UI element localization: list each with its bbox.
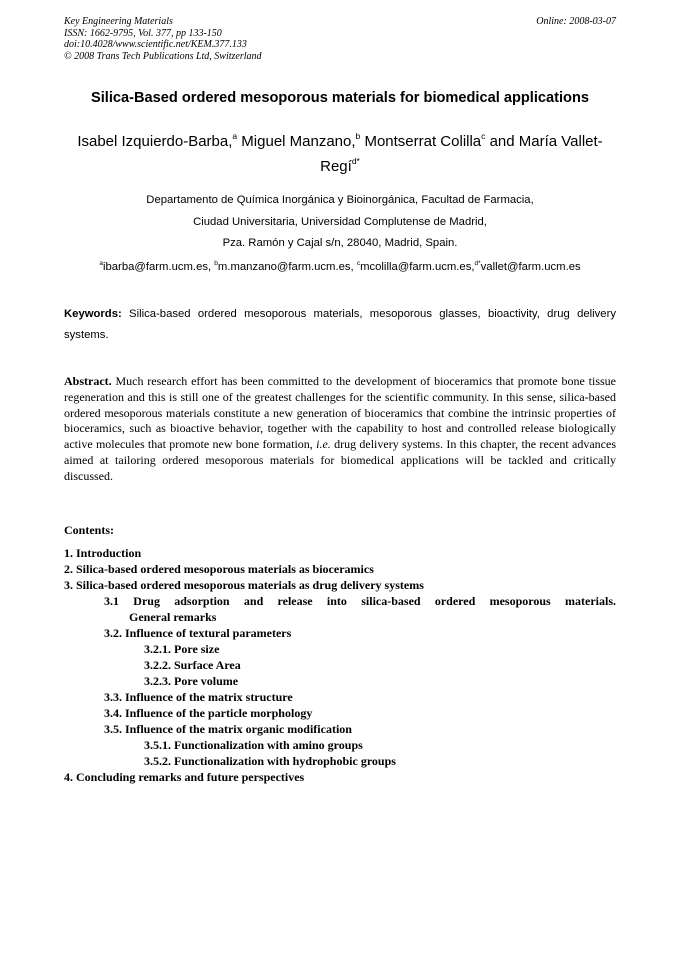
author-marker: b <box>355 131 361 141</box>
author-marker: c <box>481 131 486 141</box>
abstract-ie: i.e. <box>316 437 331 452</box>
toc-item: 3. Silica-based ordered mesoporous materials as drug delivery systems <box>64 578 424 592</box>
abstract-paragraph <box>64 374 616 485</box>
email-marker: b <box>214 260 218 267</box>
toc-item: 3.5.2. Functionalization with hydrophobic groups <box>144 754 396 768</box>
toc-item: 3.5.1. Functionalization with amino groups <box>144 738 363 752</box>
keywords-text: Silica-based ordered mesoporous materials, mesoporous glasses, bioactivity, drug delivery systems. <box>64 308 616 341</box>
email-marker: c <box>356 260 361 267</box>
keywords-paragraph <box>64 304 616 346</box>
affiliation-line: Pza. Ramón y Cajal s/n, 28040, Madrid, Spain. <box>222 237 458 249</box>
email-address: mcolilla@farm.ucm.es, <box>360 261 475 273</box>
toc-item: 1. Introduction <box>64 546 142 560</box>
toc-item: 3.1 Drug adsorption and release into silica-based ordered mesoporous materials. <box>104 594 616 608</box>
email-list <box>64 261 616 273</box>
affiliation <box>64 190 616 255</box>
author-name: Miguel Manzano, <box>237 133 356 150</box>
journal-copyright: © 2008 Trans Tech Publications Ltd, Switzerland <box>64 50 262 62</box>
affiliation-line: Ciudad Universitaria, Universidad Complutense de Madrid, <box>193 215 487 228</box>
toc-item-continuation: General remarks <box>129 610 217 624</box>
affiliation-line: Departamento de Química Inorgánica y Bioinorgánica, Facultad de Farmacia, <box>146 194 534 206</box>
author-name: Montserrat Colilla <box>360 133 482 150</box>
author-name: Isabel Izquierdo-Barba, <box>77 133 233 150</box>
toc-item: 3.2.2. Surface Area <box>144 658 241 672</box>
toc-item: 3.2. Influence of textural parameters <box>104 626 292 640</box>
author-name: and María Vallet-Regí <box>320 133 603 175</box>
author-list <box>64 129 616 179</box>
toc-item: 4. Concluding remarks and future perspectives <box>64 770 305 784</box>
keywords-label: Keywords: <box>64 308 122 320</box>
journal-doi: doi:10.4028/www.scientific.net/KEM.377.133 <box>64 39 247 50</box>
toc-item: 3.2.3. Pore volume <box>144 674 239 688</box>
abstract-text-end: drug delivery systems. In this chapter, the recent advances aimed at tailoring ordered mesoporous materials for biomedical applications will be tackled and critically discussed. <box>64 437 617 483</box>
email-address: vallet@farm.ucm.es <box>480 261 581 273</box>
toc-item: 3.5. Influence of the matrix organic modification <box>104 722 352 736</box>
journal-header <box>64 16 616 62</box>
toc-item: 2. Silica-based ordered mesoporous materials as bioceramics <box>64 562 374 576</box>
journal-name: Key Engineering Materials <box>64 16 173 27</box>
author-marker: d* <box>351 156 360 166</box>
email-address: m.manzano@farm.ucm.es, <box>217 261 357 273</box>
email-marker: a <box>99 260 103 267</box>
email-marker: d* <box>474 260 481 267</box>
abstract-text: Much research effort has been committed to the development of bioceramics that promote bone tissue regeneration and this is still one of the greatest challenges for the scientific community. In this sense, silica-based ordered mesoporous materials constitute a new generation of bioceramics that combine the intrinsic properties of bioceramics, such as bioactive behavior, together with the capability to host and controlled release biologically active molecules that promote new bone formation, <box>64 374 616 452</box>
online-date: Online: 2008-03-07 <box>536 16 616 27</box>
paper-title: Silica-Based ordered mesoporous materials for biomedical applications <box>91 90 589 106</box>
toc-item: 3.3. Influence of the matrix structure <box>104 690 293 704</box>
toc-item: 3.2.1. Pore size <box>144 642 220 656</box>
email-address: ibarba@farm.ucm.es, <box>102 261 215 273</box>
table-of-contents <box>64 545 616 785</box>
abstract-label: Abstract. <box>64 374 112 388</box>
author-marker: a <box>232 131 238 141</box>
journal-issn: ISSN: 1662-9795, Vol. 377, pp 133-150 <box>64 27 222 39</box>
toc-item: 3.4. Influence of the particle morphology <box>104 706 313 720</box>
contents-heading: Contents: <box>64 523 114 537</box>
